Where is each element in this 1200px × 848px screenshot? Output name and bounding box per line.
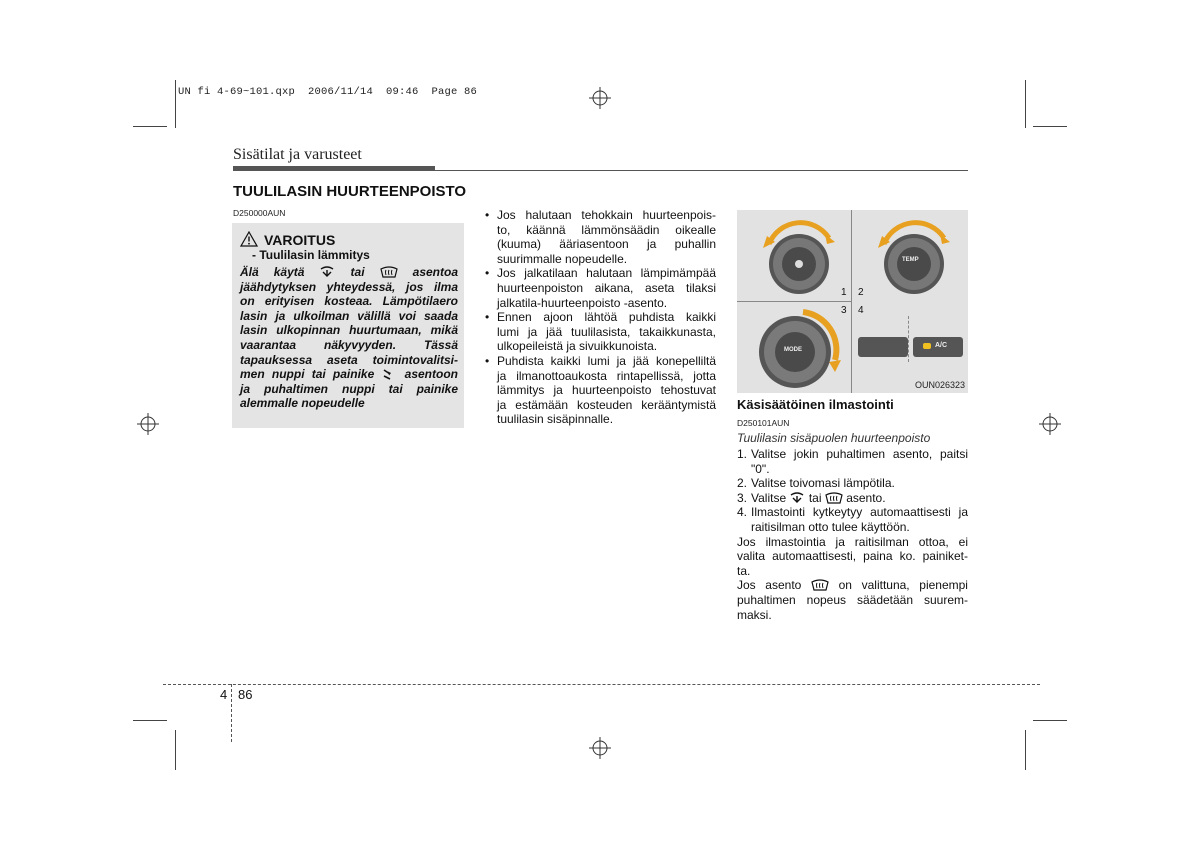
warning-line: lasin ulkopinnan huurtumaan, mikä [240, 323, 458, 338]
para-line: Jos ilmastointia ja raitisilman ottoa, ei [737, 534, 968, 549]
page-chapter: 4 [220, 687, 228, 702]
list-item [484, 310, 716, 354]
step-2 [737, 476, 968, 491]
step-text [751, 491, 968, 506]
step-text: Valitse [751, 490, 787, 505]
temp-knob-label: TEMP [902, 257, 919, 263]
registration-mark-icon [1039, 413, 1061, 435]
registration-mark-icon [589, 87, 611, 109]
list-item-line: lämmitys ja huurteenpoisto tehostuvat [497, 383, 716, 398]
windshield-floor-icon [789, 492, 805, 504]
step-text: Valitse jokin puhaltimen asento, paitsi [751, 447, 968, 461]
figure-label-3: 3 [841, 305, 847, 316]
figure-label-4: 4 [858, 305, 864, 316]
step-number: 2. [737, 476, 748, 491]
ac-button-label: A/C [935, 342, 948, 349]
tips-list [484, 208, 716, 427]
defrost-icon [825, 492, 843, 504]
warning-text [240, 265, 458, 411]
step-number: 1. [737, 447, 748, 461]
climate-control-figure [737, 210, 968, 393]
figure-label-1: 1 [841, 287, 847, 298]
header-rule [233, 166, 435, 171]
step-text: raitisilman otto tulee käyttöön. [751, 519, 910, 534]
para-line: ta. [737, 563, 751, 578]
list-item-line: • Jos jalkatilaan halutaan lämpimämpää [497, 266, 716, 281]
para-line: valita automaattisesti, paina ko. painiket- [737, 549, 968, 564]
footer-rule [163, 684, 1040, 685]
defrost-icon [811, 579, 829, 591]
paragraph [737, 578, 968, 622]
warning-title: VAROITUS [264, 232, 336, 248]
step-number: 3. [737, 490, 748, 505]
footer-rule-vertical [231, 684, 232, 742]
manual-climate-code: D250101AUN [737, 418, 790, 428]
list-item-line: • Ennen ajoon lähtöä puhdista kaikki [497, 310, 716, 325]
step-number: 4. [737, 505, 748, 520]
warning-line: lasin ja ulkoilman välillä voi saada [240, 308, 458, 323]
list-item-line: ja ilmanottoaukosta rintapellissä, jotta [497, 368, 716, 383]
section-title: TUULILASIN HUURTEENPOISTO [233, 183, 467, 200]
list-item-line: (kuuma) ääriasentoon ja puhallin [497, 237, 716, 252]
chapter-header: Sisätilat ja varusteet [233, 146, 362, 163]
manual-climate-body [737, 447, 968, 622]
warning-line: ja puhaltimen nuppi tai painike [240, 381, 458, 396]
warning-line: jäähdytyksen yhteydessä, jos ilma [240, 279, 458, 294]
fan-speed-knob [755, 218, 845, 296]
list-item-line: • Puhdista kaikki lumi ja jää konepelliltä [497, 353, 716, 368]
para-line: maksi. [737, 607, 772, 622]
registration-mark-icon [589, 737, 611, 759]
list-item-line: ja estämään kosteuden kerääntymistä [497, 397, 716, 412]
paragraph [737, 535, 968, 579]
step-text: asento. [846, 490, 886, 505]
figure-label-2: 2 [858, 287, 864, 298]
step-text: tai [808, 490, 822, 505]
warning-subtitle: - Tuulilasin lämmitys [252, 248, 370, 262]
list-item-line: jalkatila-huurteenpoisto -asento. [497, 295, 668, 310]
list-item-line: to, käännä lämmönsäädin oikealle [497, 222, 716, 237]
section-code: D250000AUN [233, 208, 286, 218]
list-item-line: suurimmalle nopeudelle. [497, 251, 628, 266]
warning-line: alemmalle nopeudelle [240, 396, 365, 411]
step-text: "0". [751, 461, 770, 476]
list-item-line: lumi ja jää tuulilasista, takaikkunasta, [497, 324, 716, 339]
warning-line: tapauksessa aseta toimintovalitsi- [240, 352, 458, 367]
list-item [484, 208, 716, 266]
page-number: 86 [238, 687, 253, 702]
face-floor-icon [381, 368, 397, 380]
header-rule-thin [435, 170, 968, 171]
warning-line: Älä käytä tai asentoa [240, 265, 458, 279]
list-item-line: • Jos halutaan tehokkain huurteenpois- [497, 208, 716, 222]
ac-indicator-icon [923, 343, 931, 349]
list-item-line: ulkopeileistä ja sivuikkunoista. [497, 339, 658, 354]
step-1 [737, 447, 968, 476]
recirculation-button [858, 337, 908, 357]
step-4 [737, 505, 968, 534]
mode-knob-label: MODE [784, 347, 802, 353]
warning-line: on erityisen kosteaa. Lämpötilaero [240, 294, 458, 309]
list-item-line: huurteenpoiston aikana, aseta tilaksi [497, 280, 716, 295]
manual-climate-subtitle: Tuulilasin sisäpuolen huurteenpoisto [737, 431, 931, 445]
para-text: Jos asento [737, 578, 802, 593]
manual-climate-title: Käsisäätöinen ilmastointi [737, 397, 894, 412]
defrost-icon [380, 266, 398, 278]
list-item [484, 354, 716, 427]
warning-line: vaarantaa näkyvyyden. Tässä [240, 337, 458, 352]
windshield-floor-icon [319, 266, 335, 278]
list-item [484, 266, 716, 310]
para-line [737, 578, 968, 593]
para-text: on valittuna, pienempi [838, 578, 968, 593]
step-text: Ilmastointi kytkeytyy automaattisesti ja [751, 505, 968, 520]
print-slug: UN fi 4-69~101.qxp 2006/11/14 09:46 Page 86 [178, 86, 478, 98]
step-3 [737, 491, 968, 506]
step-text: Valitse toivomasi lämpötila. [751, 476, 895, 491]
warning-line: men nuppi tai painike asentoon [240, 367, 458, 382]
registration-mark-icon [137, 413, 159, 435]
para-line: puhaltimen nopeus säädetään suurem- [737, 592, 968, 607]
warning-triangle-icon [240, 231, 258, 247]
figure-code: OUN026323 [914, 380, 965, 390]
list-item-line: tuulilasin sisäpinnalle. [497, 412, 614, 427]
